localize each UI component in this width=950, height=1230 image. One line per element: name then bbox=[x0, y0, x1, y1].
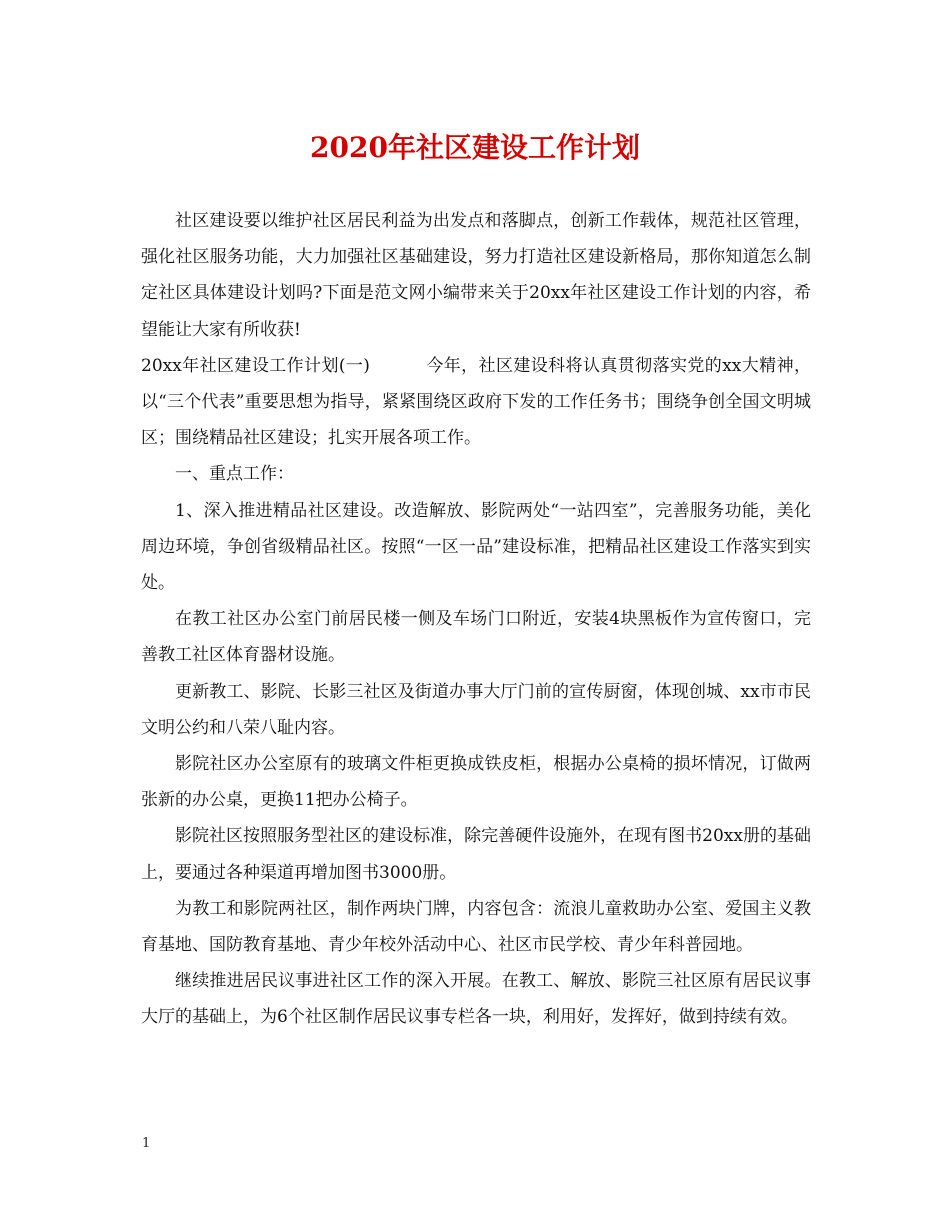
item-paragraph: 1、深入推进精品社区建设。改造解放、影院两处“一站四室”，完善服务功能，美化周边环境，争创省级精品社区。按照“一区一品”建设标准，把精品社区建设工作落实到实处。 bbox=[141, 500, 811, 594]
document-body bbox=[141, 203, 811, 1036]
plan-paragraph bbox=[141, 348, 811, 457]
body-paragraph: 为教工和影院两社区，制作两块门牌，内容包含：流浪儿童救助办公室、爱国主义教育基地、国防教育基地、青少年校外活动中心、社区市民学校、青少年科普园地。 bbox=[141, 898, 811, 956]
page-number: 1 bbox=[142, 1136, 151, 1151]
body-paragraph: 更新教工、影院、长影三社区及街道办事大厅门前的宣传厨窗，体现创城、xx市市民文明公约和八荣八耻内容。 bbox=[141, 681, 811, 738]
intro-paragraph: 社区建设要以维护社区居民利益为出发点和落脚点，创新工作载体，规范社区管理，强化社区服务功能，大力加强社区基础建设，努力打造社区建设新格局，那你知道怎么制定社区具体建设计划吗?下面是范文网小编带来关于20xx年社区建设工作计划的内容，希望能让大家有所收获! bbox=[141, 211, 811, 340]
body-paragraph: 继续推进居民议事进社区工作的深入开展。在教工、解放、影院三社区原有居民议事大厅的基础上，为6个社区制作居民议事专栏各一块，利用好，发挥好，做到持续有效。 bbox=[141, 971, 811, 1028]
plan-heading: 20xx年社区建设工作计划(一) bbox=[141, 355, 370, 376]
section-heading: 一、重点工作： bbox=[175, 464, 294, 485]
body-paragraph: 在教工社区办公室门前居民楼一侧及车场门口附近，安装4块黑板作为宣传窗口，完善教工社区体育器材设施。 bbox=[141, 609, 811, 666]
body-paragraph: 影院社区办公室原有的玻璃文件柜更换成铁皮柜，根据办公桌椅的损坏情况，订做两张新的办公桌，更换11把办公椅子。 bbox=[141, 754, 811, 811]
plan-text: 今年，社区建设科将认真贯彻落实党的xx大精神，以“三个代表”重要思想为指导，紧紧围绕区政府下发的工作任务书；围绕争创全国文明城区；围绕精品社区建设；扎实开展各项工作。 bbox=[141, 355, 811, 449]
body-paragraph: 影院社区按照服务型社区的建设标准，除完善硬件设施外，在现有图书20xx册的基础上，要通过各种渠道再增加图书3000册。 bbox=[141, 826, 811, 883]
page-title: 2020年社区建设工作计划 bbox=[310, 131, 640, 164]
